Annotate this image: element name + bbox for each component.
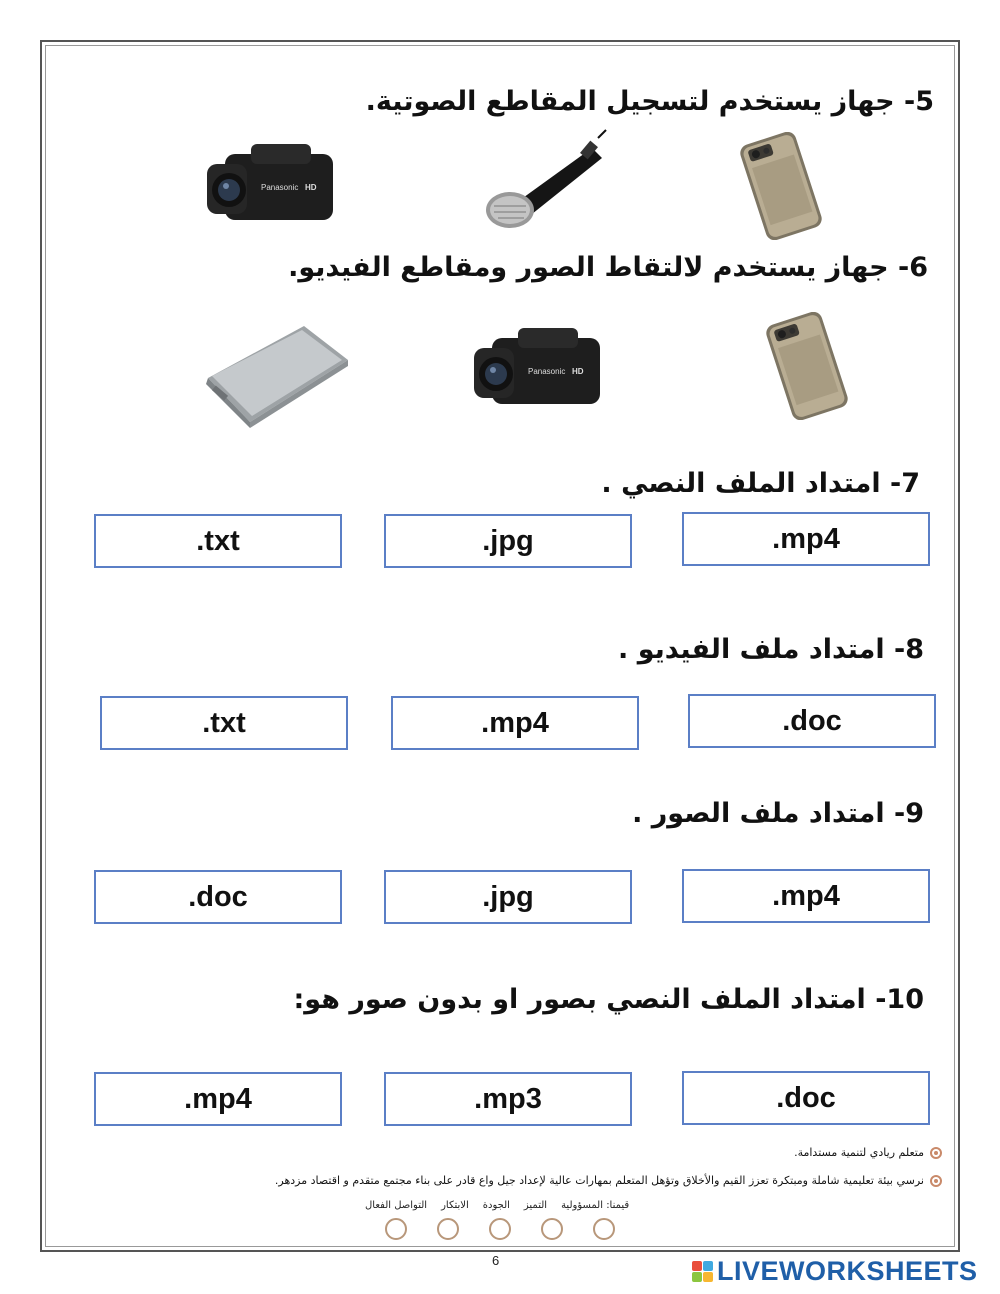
q7-option-mp4[interactable]: .mp4 xyxy=(682,512,930,566)
footer-mission-text: نرسي بيئة تعليمية شاملة ومبتكرة تعزز القيم والأخلاق وتؤهل المتعلم بمهارات عالية لإعداد جيل واع قادر على بناء مجتمع متقدم و اقتصاد مزدهر. xyxy=(274,1174,924,1187)
value-communication: التواصل الفعال xyxy=(365,1200,428,1211)
q8-option-doc[interactable]: .doc xyxy=(688,694,936,748)
camcorder-hd-label: HD xyxy=(572,367,584,376)
q9-option-mp4[interactable]: .mp4 xyxy=(682,869,930,923)
communication-icon xyxy=(385,1218,407,1240)
value-excellence: التميز xyxy=(523,1200,548,1211)
camcorder-image-q6[interactable] xyxy=(472,324,602,410)
value-quality: الجودة xyxy=(482,1200,510,1211)
q9-option-jpg[interactable]: .jpg xyxy=(384,870,632,924)
scanner-image-q6[interactable] xyxy=(198,320,352,428)
footer-vision xyxy=(794,1146,942,1159)
footer-mission xyxy=(275,1174,942,1187)
question-8: 8- امتداد ملف الفيديو . xyxy=(618,634,924,665)
q8-option-txt[interactable]: .txt xyxy=(100,696,348,750)
q8-option-mp4[interactable]: .mp4 xyxy=(391,696,639,750)
question-9: 9- امتداد ملف الصور . xyxy=(632,798,924,829)
q7-option-txt[interactable]: .txt xyxy=(94,514,342,568)
responsibility-icon xyxy=(593,1218,615,1240)
q10-option-mp3[interactable]: .mp3 xyxy=(384,1072,632,1126)
page-number: 6 xyxy=(492,1253,500,1268)
values-icons xyxy=(385,1218,615,1240)
liveworksheets-logo[interactable] xyxy=(692,1256,978,1287)
q10-option-mp4[interactable]: .mp4 xyxy=(94,1072,342,1126)
innovation-icon xyxy=(437,1218,459,1240)
camcorder-brand-label: Panasonic xyxy=(528,367,566,376)
question-10: 10- امتداد الملف النصي بصور او بدون صور هو: xyxy=(293,984,924,1015)
footer-values xyxy=(365,1200,629,1211)
phone-image-q5[interactable] xyxy=(722,132,840,240)
excellence-icon xyxy=(541,1218,563,1240)
question-7: 7- امتداد الملف النصي . xyxy=(601,468,920,499)
phone-image-q6[interactable] xyxy=(748,312,866,420)
liveworksheets-blocks-icon xyxy=(692,1261,713,1282)
camcorder-brand-label: Panasonic xyxy=(261,183,299,192)
camcorder-image-q5[interactable] xyxy=(205,140,335,226)
footer-vision-text: متعلم ريادي لتنمية مستدامة. xyxy=(794,1146,924,1159)
target-icon xyxy=(930,1147,942,1159)
question-5: 5- جهاز يستخدم لتسجيل المقاطع الصوتية. xyxy=(365,86,934,117)
camcorder-hd-label: HD xyxy=(305,183,317,192)
q7-option-jpg[interactable]: .jpg xyxy=(384,514,632,568)
q9-option-doc[interactable]: .doc xyxy=(94,870,342,924)
value-innovation: الابتكار xyxy=(441,1200,469,1211)
value-responsibility: قيمنا: المسؤولية xyxy=(561,1200,630,1211)
q10-option-doc[interactable]: .doc xyxy=(682,1071,930,1125)
microphone-image-q5[interactable] xyxy=(480,128,618,228)
question-6: 6- جهاز يستخدم لالتقاط الصور ومقاطع الفيديو. xyxy=(288,252,928,283)
quality-icon xyxy=(489,1218,511,1240)
target-icon xyxy=(930,1175,942,1187)
liveworksheets-text: LIVEWORKSHEETS xyxy=(717,1256,978,1286)
